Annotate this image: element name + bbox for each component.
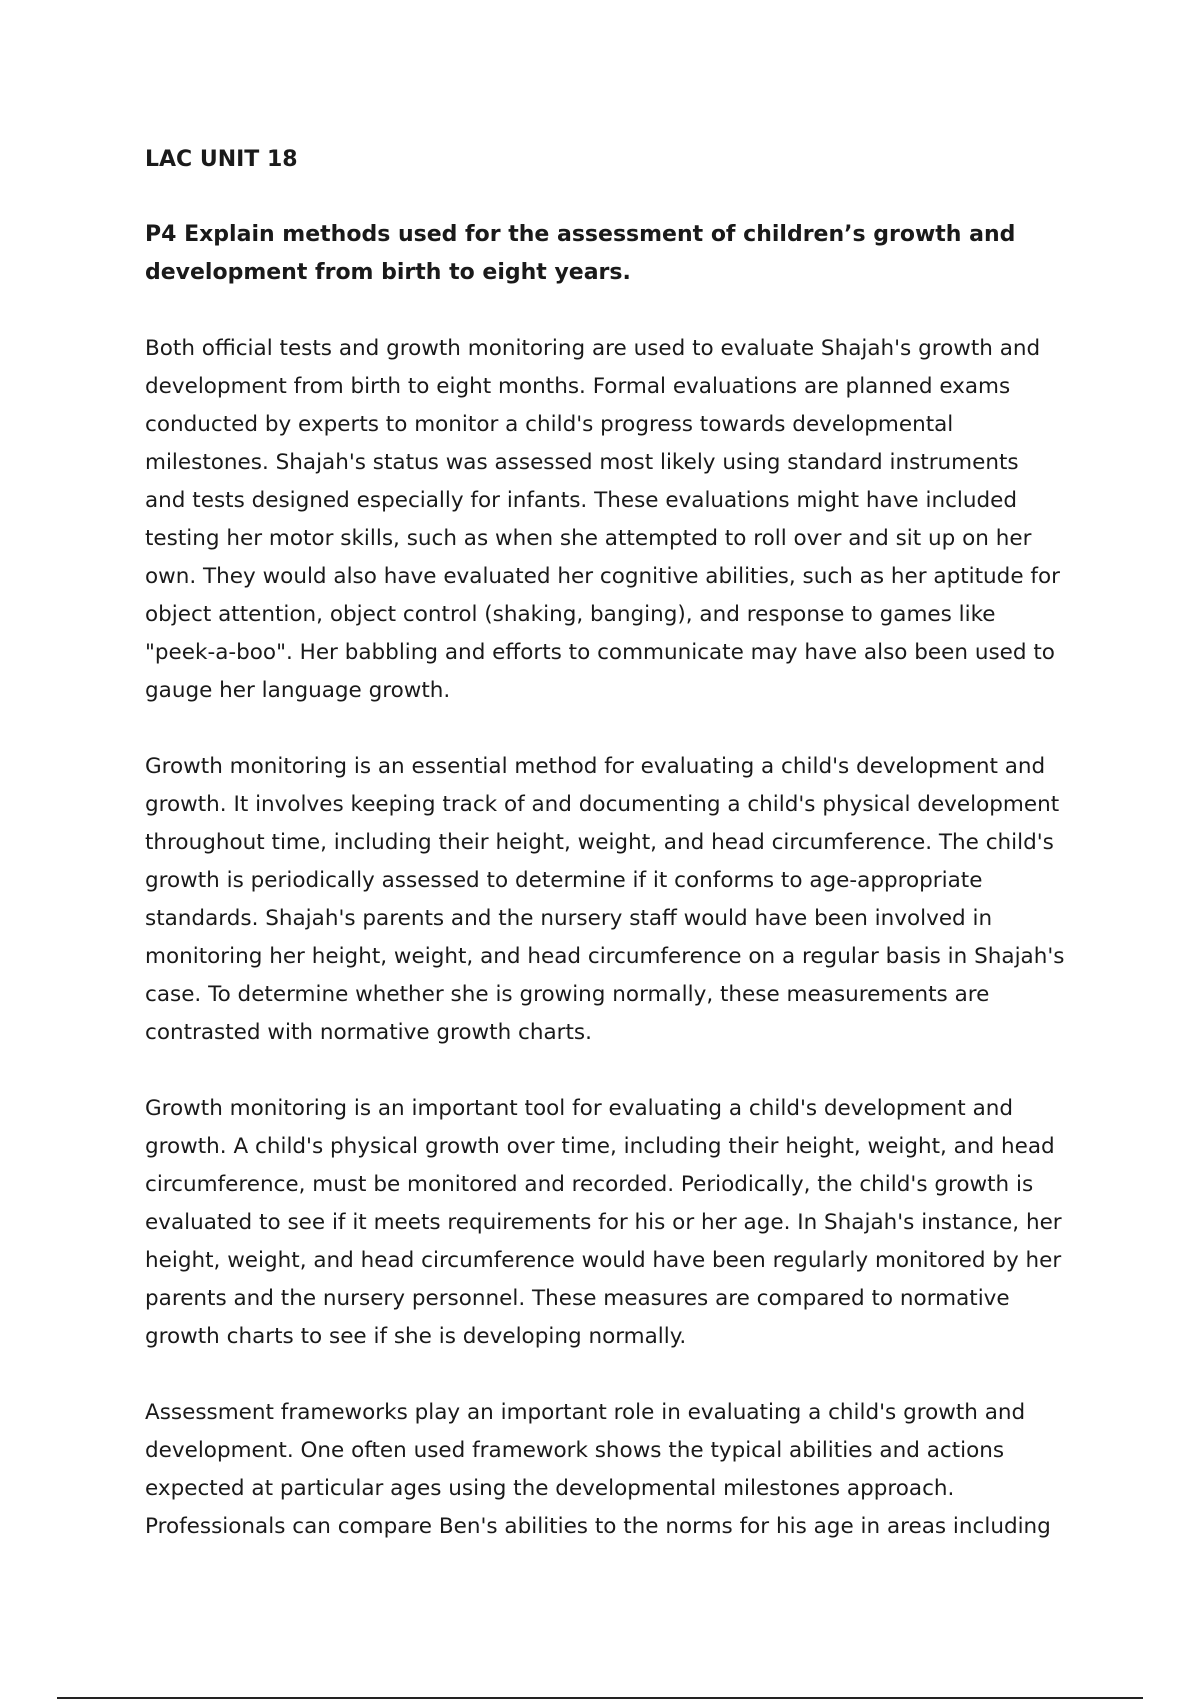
paragraph-growth-monitoring-1: Growth monitoring is an essential method for evaluating a child's development and growth. It involves keeping track of and documenting a child's physical development throughout time, including their height, weight, and head circumference. The child's growth is periodically assessed to determine if it conforms to age-appropriate standards. Shajah's parents and the nursery staff would have been involved in monitoring her height, weight, and head circumference on a regular basis in Shajah's case. To determine whether she is growing normally, these measurements are contrasted with normative growth charts. [145,754,1065,1045]
unit-title: LAC UNIT 18 [145,147,298,172]
paragraph-assessment-frameworks: Assessment frameworks play an important role in evaluating a child's growth and development. One often used framework shows the typical abilities and actions expected at particular ages using the developmental milestones approach. Professionals can compare Ben's abilities to the norms for his age in areas including [145,1400,1051,1539]
page-bottom-divider [57,1697,1143,1699]
paragraph-formal-assessment: Both official tests and growth monitoring are used to evaluate Shajah's growth and development from birth to eight months. Formal evaluations are planned exams conducted by experts to monitor a child's progress towards developmental milestones. Shajah's status was assessed most likely using standard instruments and tests designed especially for infants. These evaluations might have included testing her motor skills, such as when she attempted to roll over and sit up on her own. They would also have evaluated her cognitive abilities, such as her aptitude for object attention, object control (shaking, banging), and response to games like "peek-a-boo". Her babbling and efforts to communicate may have also been used to gauge her language growth. [145,336,1060,703]
assignment-question: P4 Explain methods used for the assessment of children’s growth and development from birth to eight years. [145,222,1016,285]
document-body [145,144,1065,1584]
paragraph-growth-monitoring-2: Growth monitoring is an important tool for evaluating a child's development and growth. A child's physical growth over time, including their height, weight, and head circumference, must be monitored and recorded. Periodically, the child's growth is evaluated to see if it meets requirements for his or her age. In Shajah's instance, her height, weight, and head circumference would have been regularly monitored by her parents and the nursery personnel. These measures are compared to normative growth charts to see if she is developing normally. [145,1096,1062,1349]
